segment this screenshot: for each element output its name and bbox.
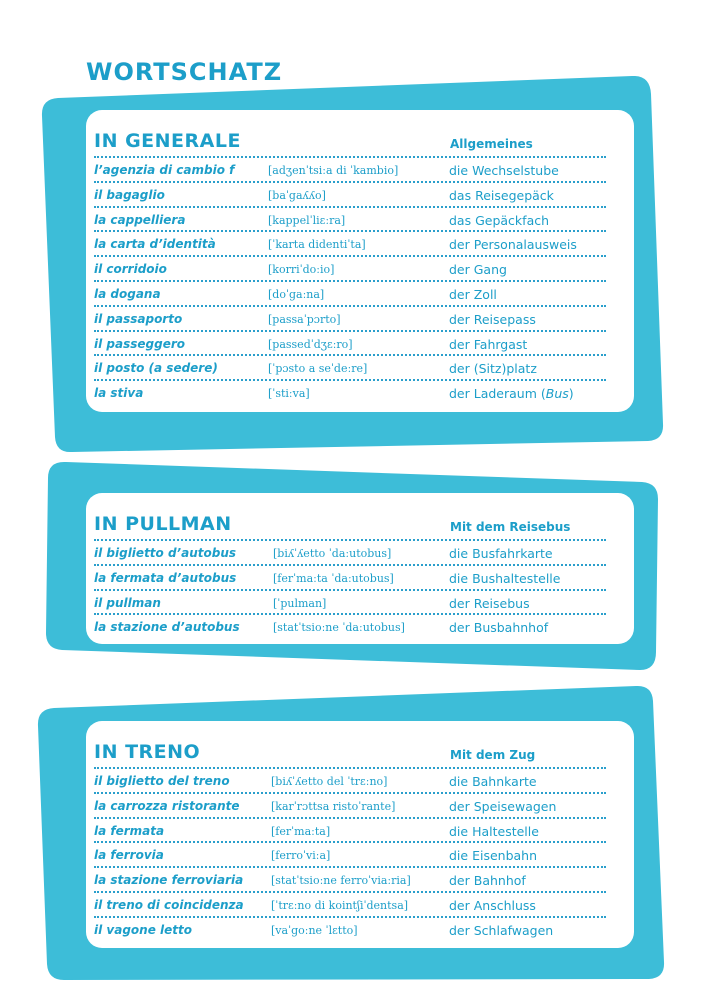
pronunciation: [adʒenˈtsiːa di ˈkambio] [268,164,399,177]
page-title: WORTSCHATZ [86,58,283,86]
vocab-row [94,591,606,616]
pronunciation: [passaˈpɔrto] [268,312,341,326]
pronunciation: [vaˈgoːne ˈlɛtto] [271,923,358,937]
vocab-row [94,819,606,844]
pronunciation: [ferˈmaːta ˈdaːutobus] [273,571,394,585]
german-translation: der Zoll [449,286,497,302]
vocab-row [94,794,606,819]
section-subtitle: Mit dem Reisebus [450,520,571,534]
german-translation: der Fahrgast [449,336,528,352]
vocab-row [94,307,606,332]
italian-term: la carrozza ristorante [94,798,240,813]
section-header [94,721,626,769]
italian-term: la carta d’identità [94,237,216,252]
italian-term: la stazione ferroviaria [94,873,244,888]
section-header [94,110,626,158]
italian-term: il pullman [94,595,161,610]
vocab-list [94,156,606,406]
italian-term: il vagone letto [94,922,192,937]
italian-term: il biglietto del treno [94,774,230,788]
italian-term: la ferrovia [94,848,164,863]
vocab-list [94,767,606,943]
section-subtitle: Allgemeines [450,137,533,151]
german-translation: die Bushaltestelle [449,570,561,586]
german-translation: der Reisepass [449,311,536,327]
vocab-row [94,208,606,233]
vocab-row [94,356,606,381]
vocab-row [94,918,606,943]
pronunciation: [passedˈdʒɛːro] [268,337,353,351]
vocab-row [94,381,606,406]
pronunciation: [ˈtrɛːno di kointʃiˈdentsa] [271,898,409,912]
pronunciation: [ˈpulman] [273,596,327,610]
vocab-row [94,183,606,208]
german-translation: der Schlafwagen [449,922,554,938]
card-in-treno [86,721,634,948]
german-translation: die Haltestelle [449,823,539,839]
vocab-row [94,893,606,918]
italian-term: il biglietto d’autobus [94,546,237,560]
vocab-row [94,257,606,282]
vocab-row [94,541,606,566]
pronunciation: [ˈkarta didentiˈta] [268,238,366,252]
pronunciation: [ˈstiːva] [268,387,310,401]
vocab-row [94,566,606,591]
italian-term: la stazione d’autobus [94,620,240,635]
italian-term: il passeggero [94,336,185,351]
vocab-row [94,615,606,640]
german-translation: das Gepäckfach [449,212,550,228]
german-translation: der (Sitz)platz [449,361,537,377]
german-translation: der Anschluss [449,897,536,913]
pronunciation: [statˈtsioːne ferroˈviaːria] [271,874,411,888]
german-translation: der Personalausweis [449,237,577,253]
pronunciation: [ferroˈviːa] [271,849,331,863]
card-in-generale [86,110,634,412]
italian-term: la cappelliera [94,212,186,227]
german-translation: das Reisegepäck [449,187,554,203]
section-title: IN GENERALE [94,130,241,152]
vocab-row [94,282,606,307]
section-subtitle: Mit dem Zug [450,748,536,762]
pronunciation: [kappelˈliɛːra] [268,213,346,227]
vocab-list [94,539,606,640]
italian-term: il corridoio [94,262,167,277]
pronunciation: [statˈtsioːne ˈdaːutobus] [273,621,405,635]
german-translation: die Eisenbahn [449,848,538,864]
italian-term: il bagaglio [94,187,165,202]
german-translation: der Reisebus [449,595,530,611]
vocab-row [94,158,606,183]
german-translation: der Bahnhof [449,873,526,889]
usage-note: Bus [545,386,569,402]
section-title: IN PULLMAN [94,513,232,535]
pronunciation: [baˈgaʎʎo] [268,188,326,202]
pronunciation: [karˈrɔttsa ristoˈrante] [271,799,396,813]
vocab-row [94,769,606,794]
german-translation: der Speisewagen [449,798,557,814]
vocab-row [94,843,606,868]
german-translation: die Wechselstube [449,163,559,178]
german-translation: der Busbahnhof [449,620,549,636]
italian-term: la fermata [94,823,165,838]
pronunciation: [biʎˈʎetto ˈdaːutobus] [273,547,392,560]
card-in-pullman [86,493,634,644]
italian-term: la stiva [94,386,144,401]
section-header [94,493,626,541]
section-title: IN TRENO [94,741,201,763]
vocab-row [94,332,606,357]
italian-term: la dogana [94,286,161,301]
italian-term: l’agenzia di cambio f [94,163,235,177]
pronunciation: [korriˈdoːio] [268,263,335,277]
italian-term: la fermata d’autobus [94,570,237,585]
german-translation: der Gang [449,262,507,278]
italian-term: il posto (a sedere) [94,361,218,376]
german-translation-text: der Laderaum [449,386,537,402]
vocab-row [94,232,606,257]
italian-term: il passaporto [94,311,183,326]
german-translation: der Laderaum (Bus) [449,386,574,402]
german-translation: die Busfahrkarte [449,546,553,561]
pronunciation: [doˈgaːna] [268,287,325,301]
german-translation: die Bahnkarte [449,774,537,789]
vocab-row [94,868,606,893]
pronunciation: [ˈpɔsto a seˈdeːre] [268,362,368,376]
italian-term: il treno di coincidenza [94,897,244,912]
pronunciation: [ferˈmaːta] [271,824,331,838]
pronunciation: [biʎˈʎetto del ˈtrɛːno] [271,775,388,788]
